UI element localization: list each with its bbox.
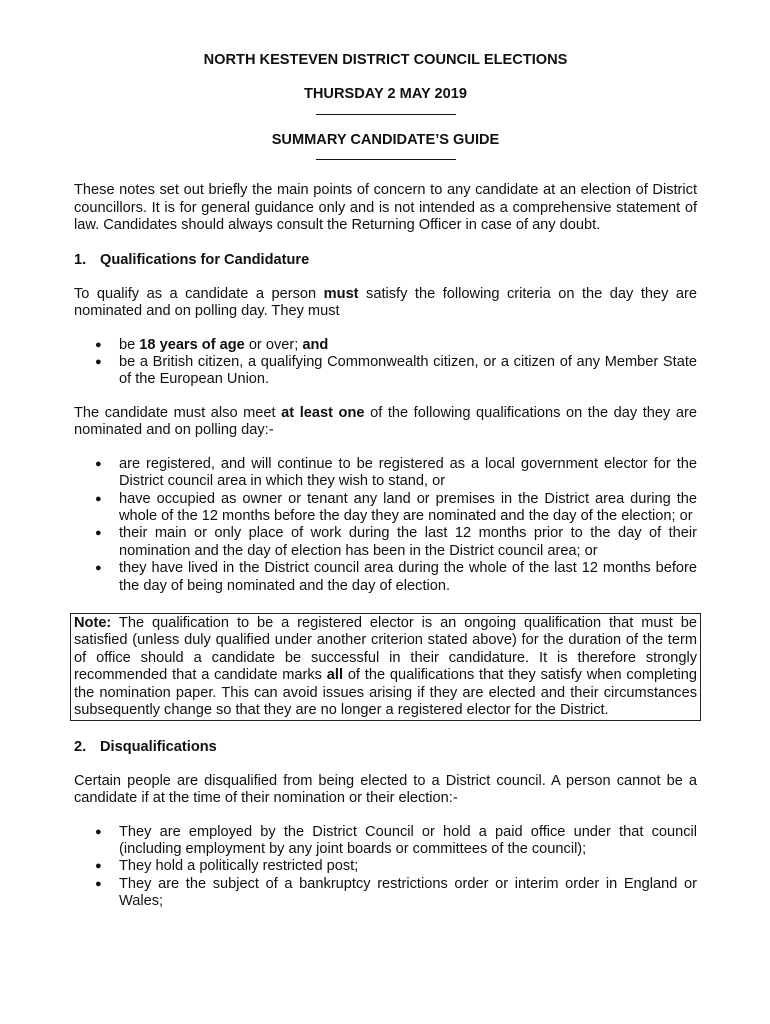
disqualifications-list	[74, 824, 697, 911]
text-run: They hold a politically restricted post;	[119, 858, 359, 875]
criteria-list	[74, 337, 697, 389]
document-title: NORTH KESTEVEN DISTRICT COUNCIL ELECTIONS	[203, 52, 568, 68]
emphasis-all: all	[326, 667, 344, 684]
section-1-heading	[74, 252, 697, 269]
bullet-icon: ●	[95, 825, 102, 838]
list-item	[74, 456, 697, 491]
text-run: or over;	[244, 336, 303, 353]
text-run: are registered, and will continue to be registered as a local government elector for the District council area in which they wish to stand, or	[119, 455, 697, 490]
text-run: They are employed by the District Council or hold a paid office under that council (including employment by any joint boards or committees of the council);	[119, 823, 697, 857]
text-run: they have lived in the District council area during the whole of the last 12 months before the day of being nominated and the day of election.	[119, 560, 697, 594]
text-run: satisfy the following criteria on the day they are nominated and on polling day. They must	[74, 285, 697, 320]
list-item	[74, 337, 697, 354]
section-2-number: 2.	[74, 739, 87, 756]
qualifications-list	[74, 456, 697, 595]
section-1-paragraph-1	[74, 286, 697, 321]
title-divider	[316, 114, 456, 115]
bullet-icon: ●	[95, 338, 102, 351]
text-run: of the qualifications that they satisfy when completing the nomination paper. This can avoid issues arising if they are elected and their circumstances subsequently change so that they are no longer a registered elector for the District.	[74, 667, 697, 718]
text-run: their main or only place of work during the last 12 months prior to the day of their nomination and the day of election has been in the District council area; or	[119, 525, 697, 559]
bullet-icon: ●	[95, 457, 102, 470]
section-1-number: 1.	[74, 252, 87, 269]
section-2-paragraph-1: Certain people are disqualified from being elected to a District council. A person cannot be a candidate if at the time of their nomination or their election:-	[74, 772, 697, 807]
list-item	[74, 858, 697, 875]
section-1-title: Qualifications for Candidature	[100, 252, 310, 269]
list-item	[74, 876, 697, 911]
text-run: have occupied as owner or tenant any land or premises in the District area during the whole of the 12 months before the day they are nominated and the day of the election; or	[119, 490, 697, 524]
text-run: of the following qualifications on the day they are nominated and on polling day:-	[74, 404, 697, 439]
list-item	[74, 525, 697, 560]
text-run: be	[119, 336, 140, 353]
emphasis-and: and	[302, 336, 329, 353]
list-item	[74, 491, 697, 526]
bullet-icon: ●	[95, 562, 102, 575]
bullet-icon: ●	[95, 527, 102, 540]
intro-paragraph: These notes set out briefly the main points of concern to any candidate at an election of District councillors. It is for general guidance only and is not intended as a comprehensive statement of law. Candidates should always consult the Returning Officer in case of any doubt.	[74, 182, 697, 234]
emphasis-must: must	[323, 285, 359, 302]
emphasis-age: 18 years of age	[139, 336, 245, 353]
emphasis-at-least-one: at least one	[281, 404, 365, 421]
text-run: The candidate must also meet	[74, 404, 282, 421]
list-item	[74, 560, 697, 595]
note-label: Note:	[74, 614, 112, 631]
election-date: THURSDAY 2 MAY 2019	[303, 86, 468, 103]
text-run: They are the subject of a bankruptcy restrictions order or interim order in England or Wales;	[119, 875, 697, 910]
document-page	[74, 52, 697, 911]
text-run: To qualify as a candidate a person	[74, 285, 324, 302]
text-run: The qualification to be a registered elector is an ongoing qualification that must be satisfied (unless duly qualified under another criterion stated above) for the duration of the term of office should a candidate be successful in their candidature. It is therefore strongly recommended that a candidate marks	[74, 614, 697, 684]
bullet-icon: ●	[95, 356, 102, 369]
subtitle-divider	[316, 159, 456, 160]
document-subtitle: SUMMARY CANDIDATE’S GUIDE	[271, 131, 500, 148]
bullet-icon: ●	[95, 877, 102, 890]
section-1-paragraph-2	[74, 405, 697, 440]
section-2-title: Disqualifications	[100, 739, 217, 756]
bullet-icon: ●	[95, 492, 102, 505]
list-item	[74, 824, 697, 859]
note-box	[70, 613, 701, 721]
text-run: be a British citizen, a qualifying Commonwealth citizen, or a citizen of any Member State of the European Union.	[119, 354, 697, 388]
list-item	[74, 354, 697, 389]
section-2-heading	[74, 739, 697, 756]
bullet-icon: ●	[95, 860, 102, 873]
